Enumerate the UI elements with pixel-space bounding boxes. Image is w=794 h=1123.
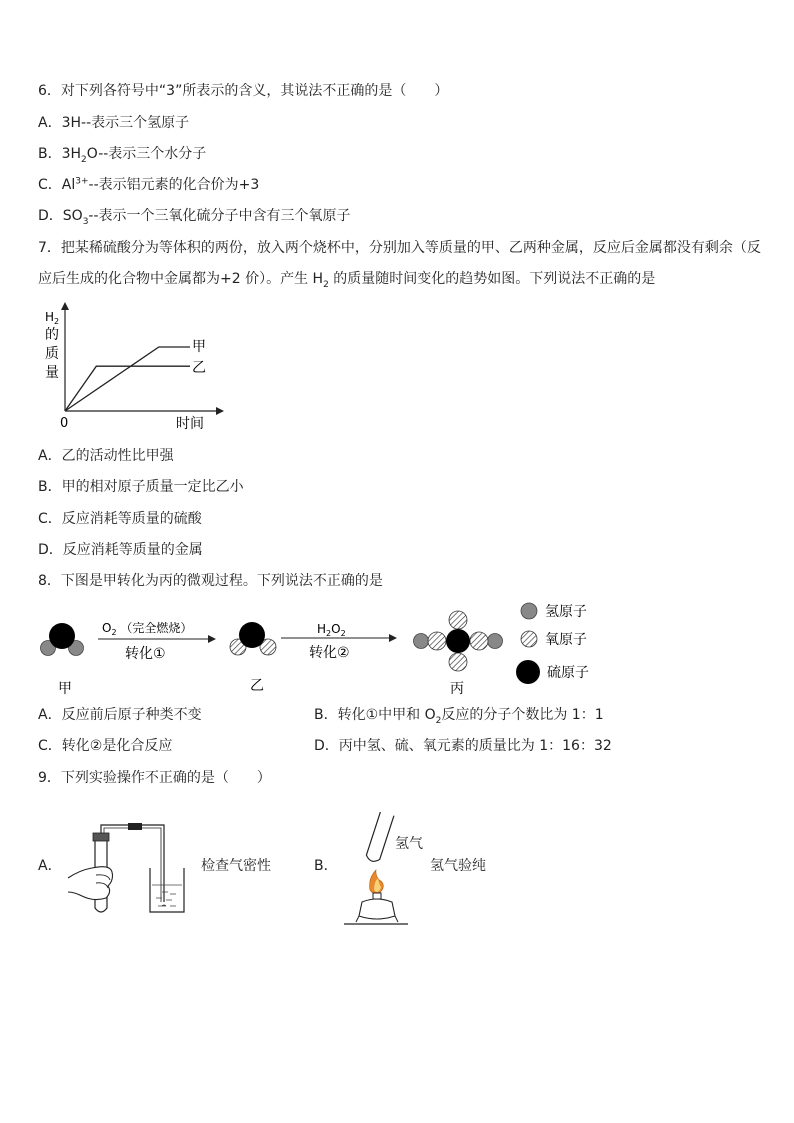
legend-oxygen: 氧原子 [545,632,587,648]
q8-diagram [30,598,600,702]
legend [516,603,589,684]
q9-option-a-letter: A． [38,858,62,874]
q6-stem: 6．对下列各符号中“3”所表示的含义，其说法不正确的是（ ） [38,83,449,99]
legend-sulfur: 硫原子 [547,665,589,681]
q8-option-a: A．反应前后原子种类不变 [38,707,202,723]
q7-stem-line1: 7．把某稀硫酸分为等体积的两份，放入两个烧杯中，分别加入等质量的甲、乙两种金属，反应后金属都没有剩余（反 [38,240,761,256]
arrow-2-top-label: $H_2O_2$ [317,622,346,638]
q6-option-c: C．$Al^{3+}--$表示铝元素的化合价为+3 [38,176,260,193]
arrow-2-bottom-label: 转化② [309,645,350,661]
label-yi: 乙 [250,678,264,694]
q6-option-a: A．3H--表示三个氢原子 [38,115,190,131]
molecule-bing [414,611,503,671]
q7-option-a: A．乙的活动性比甲强 [38,448,174,464]
q8-stem: 8．下图是甲转化为丙的微观过程。下列说法不正确的是 [38,573,383,589]
q9-option-b-gas-label: 氢气 [395,836,423,852]
q9-option-a-caption: 检查气密性 [201,858,271,874]
hydrogen-purity-apparatus [338,812,418,930]
q7-option-b: B．甲的相对原子质量一定比乙小 [38,479,244,495]
q8-option-b: B．转化①中甲和 $O_2$反应的分子个数比为 1：1 [314,707,604,726]
q6-option-b: B．$3H_2O--$表示三个水分子 [38,146,207,165]
y-label-liang: 量 [45,365,59,381]
q9-stem: 9．下列实验操作不正确的是（ ） [38,770,271,786]
molecule-jia [41,623,84,656]
q8-option-d: D．丙中氢、硫、氧元素的质量比为 1：16：32 [314,738,612,754]
q9-option-b-caption: 氢气验纯 [430,858,486,874]
label-jia: 甲 [58,681,72,697]
q7-stem-line2: 应后生成的化合物中金属都为+2 价）。产生 $H_2$ 的质量随时间变化的趋势如图。下列说法不正确的是 [38,271,656,290]
q7-option-c: C．反应消耗等质量的硫酸 [38,511,202,527]
q7-graph [36,300,236,435]
q9-option-b-letter: B． [314,858,338,874]
q8-option-c: C．转化②是化合反应 [38,738,173,754]
q6-option-d: D．$SO_3--$表示一个三氧化硫分子中含有三个氧原子 [38,208,351,227]
y-label-h: $H_2$ [45,310,60,326]
airtightness-apparatus [66,820,196,920]
series-line-jia [65,347,190,411]
series-label-yi: 乙 [192,360,206,376]
x-label: 时间 [176,416,204,432]
series-line-yi [65,366,190,411]
arrow-1-top-label: $O_2$ （完全燃烧） [102,621,193,637]
arrow-1-bottom-label: 转化① [125,646,166,662]
x-axis-arrow [216,407,224,415]
label-bing: 丙 [450,681,464,697]
series-label-jia: 甲 [192,339,206,355]
y-axis-arrow [61,302,69,310]
q7-option-d: D．反应消耗等质量的金属 [38,542,203,558]
y-label-de: 的 [45,327,59,343]
y-label-zhi: 质 [45,346,59,362]
molecule-yi [230,622,276,655]
legend-hydrogen: 氢原子 [545,604,587,620]
origin-label: 0 [60,416,69,431]
